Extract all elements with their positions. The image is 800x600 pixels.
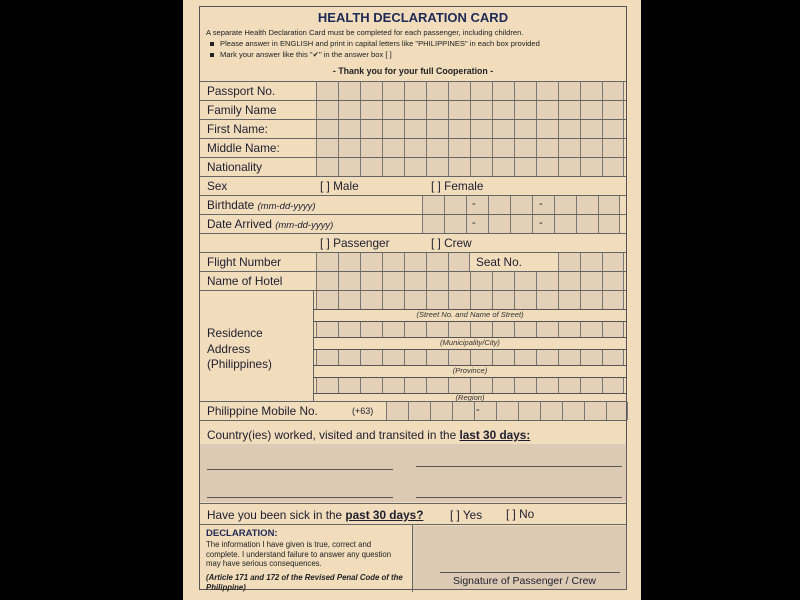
- signature-label: Signature of Passenger / Crew: [453, 575, 596, 587]
- date-separator: -: [472, 217, 476, 229]
- seat-no-label: Seat No.: [476, 255, 522, 269]
- card-title: HEALTH DECLARATION CARD: [317, 10, 509, 25]
- declaration-section: [200, 524, 626, 591]
- nationality-input[interactable]: [316, 158, 624, 176]
- birthdate-row: [200, 195, 626, 214]
- residence-label-3: (Philippines): [207, 357, 272, 371]
- passenger-checkbox[interactable]: [ ] Passenger: [320, 236, 390, 250]
- hotel-label: Name of Hotel: [207, 274, 283, 288]
- sick-yes-checkbox[interactable]: [ ] Yes: [450, 508, 483, 522]
- birthdate-input[interactable]: [422, 196, 620, 214]
- nationality-row: [200, 157, 626, 176]
- traveler-type-row: [200, 233, 626, 252]
- hotel-input[interactable]: [316, 272, 624, 290]
- health-declaration-card: [183, 0, 641, 600]
- province-input[interactable]: [316, 349, 624, 365]
- region-input[interactable]: [316, 377, 624, 393]
- nationality-label: Nationality: [207, 160, 263, 174]
- sick-question: Have you been sick in the past 30 days?: [207, 508, 424, 522]
- date-arrived-row: [200, 214, 626, 233]
- residence-section: [200, 290, 626, 401]
- flight-number-input[interactable]: [316, 253, 470, 271]
- flight-number-label: Flight Number: [207, 255, 282, 269]
- travel-history-section: [200, 420, 626, 503]
- municipality-line-top: [313, 321, 627, 322]
- bullet-icon: [210, 42, 214, 46]
- card-header: [200, 7, 626, 81]
- mobile-row: [200, 401, 626, 420]
- mobile-separator: -: [476, 404, 480, 416]
- municipality-caption: (Municipality/City): [440, 338, 500, 347]
- region-line-top: [313, 377, 627, 378]
- passport-row: [200, 81, 626, 100]
- birthdate-label: Birthdate (mm-dd-yyyy): [207, 198, 316, 212]
- date-separator: -: [539, 217, 543, 229]
- sick-row: [200, 503, 626, 524]
- mobile-prefix: (+63): [352, 406, 374, 416]
- seat-no-input[interactable]: [558, 253, 624, 271]
- travel-answer-line: [416, 466, 622, 467]
- passport-input[interactable]: [316, 82, 624, 100]
- residence-label-1: Residence: [207, 326, 263, 340]
- middle-name-input[interactable]: [316, 139, 624, 157]
- family-name-label: Family Name: [207, 103, 277, 117]
- passport-label: Passport No.: [207, 84, 276, 98]
- declaration-text: The information I have given is true, correct and complete. I understand failure to answer any question may have serious consequences.: [206, 540, 392, 568]
- travel-question: Country(ies) worked, visited and transited in the last 30 days:: [207, 428, 531, 442]
- middle-name-row: [200, 138, 626, 157]
- intro-text: A separate Health Declaration Card must be completed for each passenger, including children.: [206, 28, 524, 37]
- male-checkbox[interactable]: [ ] Male: [320, 179, 359, 193]
- sex-row: [200, 176, 626, 195]
- date-arrived-input[interactable]: [422, 215, 620, 233]
- sex-label: Sex: [207, 179, 228, 193]
- thanks-note: - Thank you for your full Cooperation -: [332, 66, 494, 76]
- date-separator: -: [539, 198, 543, 210]
- signature-divider: [412, 525, 413, 592]
- date-separator: -: [472, 198, 476, 210]
- province-caption: (Province): [452, 366, 488, 375]
- sick-no-checkbox[interactable]: [ ] No: [506, 507, 535, 521]
- mobile-input[interactable]: [386, 402, 628, 420]
- declaration-reference: (Article 171 and 172 of the Revised Penal Code of the Philippine): [206, 573, 403, 592]
- first-name-input[interactable]: [316, 120, 624, 138]
- middle-name-label: Middle Name:: [207, 141, 280, 155]
- instruction-mark: Mark your answer like this "✔" in the answer box [ ]: [210, 50, 392, 59]
- street-caption: (Street No. and Name of Street): [416, 310, 524, 319]
- street-input[interactable]: [316, 291, 624, 309]
- instruction-english: Please answer in ENGLISH and print in capital letters like "PHILIPPINES" in each box provided: [210, 39, 540, 48]
- date-arrived-label: Date Arrived (mm-dd-yyyy): [207, 217, 334, 231]
- family-name-row: [200, 100, 626, 119]
- flight-row: [200, 252, 626, 271]
- travel-answer-line: [416, 497, 622, 498]
- region-caption: (Region): [455, 393, 485, 402]
- hotel-row: [200, 271, 626, 290]
- travel-answer-line: [207, 469, 393, 470]
- family-name-input[interactable]: [316, 101, 624, 119]
- signature-line: [440, 572, 620, 573]
- female-checkbox[interactable]: [ ] Female: [431, 179, 484, 193]
- residence-label-2: Address: [207, 342, 251, 356]
- municipality-input[interactable]: [316, 321, 624, 337]
- mobile-label: Philippine Mobile No.: [207, 404, 318, 418]
- crew-checkbox[interactable]: [ ] Crew: [431, 236, 472, 250]
- province-line-top: [313, 349, 627, 350]
- bullet-icon: [210, 53, 214, 57]
- card-frame: [199, 6, 627, 590]
- declaration-title: DECLARATION:: [206, 528, 278, 539]
- first-name-row: [200, 119, 626, 138]
- travel-answer-line: [207, 497, 393, 498]
- travel-answer-area[interactable]: [200, 444, 627, 502]
- first-name-label: First Name:: [207, 122, 268, 136]
